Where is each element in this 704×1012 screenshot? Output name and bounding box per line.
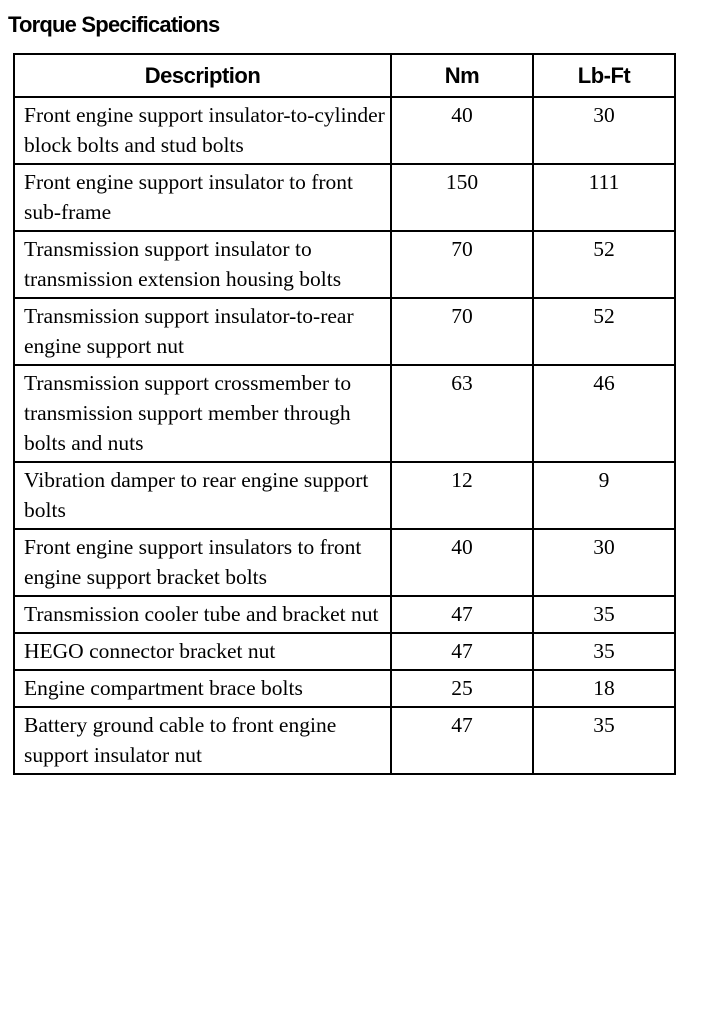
nm-cell: 25 (391, 670, 533, 707)
nm-cell: 47 (391, 633, 533, 670)
description-cell: Front engine support insulator-to-cylinder block bolts and stud bolts (14, 97, 391, 164)
column-header-description: Description (14, 54, 391, 97)
description-cell: Vibration damper to rear engine support bolts (14, 462, 391, 529)
nm-cell: 63 (391, 365, 533, 462)
lbft-cell: 30 (533, 97, 675, 164)
table-row (14, 231, 675, 298)
description-cell: Transmission cooler tube and bracket nut (14, 596, 391, 633)
lbft-cell: 111 (533, 164, 675, 231)
page-title: Torque Specifications (8, 12, 220, 37)
table-row (14, 462, 675, 529)
description-cell: Transmission support crossmember to transmission support member through bolts and nuts (14, 365, 391, 462)
description-cell: HEGO connector bracket nut (14, 633, 391, 670)
lbft-cell: 18 (533, 670, 675, 707)
nm-cell: 47 (391, 707, 533, 774)
nm-cell: 40 (391, 529, 533, 596)
table-row (14, 529, 675, 596)
table-row (14, 707, 675, 774)
table-row (14, 164, 675, 231)
table-row (14, 596, 675, 633)
nm-cell: 47 (391, 596, 533, 633)
table-row (14, 365, 675, 462)
lbft-cell: 35 (533, 596, 675, 633)
nm-cell: 150 (391, 164, 533, 231)
description-cell: Front engine support insulators to front engine support bracket bolts (14, 529, 391, 596)
table-header-row (14, 54, 675, 97)
nm-cell: 70 (391, 298, 533, 365)
description-cell: Battery ground cable to front engine support insulator nut (14, 707, 391, 774)
torque-spec-table (13, 53, 676, 775)
description-cell: Engine compartment brace bolts (14, 670, 391, 707)
table-row (14, 633, 675, 670)
lbft-cell: 9 (533, 462, 675, 529)
description-cell: Front engine support insulator to front sub-frame (14, 164, 391, 231)
nm-cell: 12 (391, 462, 533, 529)
nm-cell: 40 (391, 97, 533, 164)
table-row (14, 298, 675, 365)
column-header-nm: Nm (391, 54, 533, 97)
lbft-cell: 46 (533, 365, 675, 462)
table-row (14, 97, 675, 164)
lbft-cell: 52 (533, 298, 675, 365)
lbft-cell: 35 (533, 707, 675, 774)
lbft-cell: 30 (533, 529, 675, 596)
description-cell: Transmission support insulator-to-rear engine support nut (14, 298, 391, 365)
column-header-lbft: Lb-Ft (533, 54, 675, 97)
lbft-cell: 52 (533, 231, 675, 298)
description-cell: Transmission support insulator to transmission extension housing bolts (14, 231, 391, 298)
lbft-cell: 35 (533, 633, 675, 670)
nm-cell: 70 (391, 231, 533, 298)
table-row (14, 670, 675, 707)
